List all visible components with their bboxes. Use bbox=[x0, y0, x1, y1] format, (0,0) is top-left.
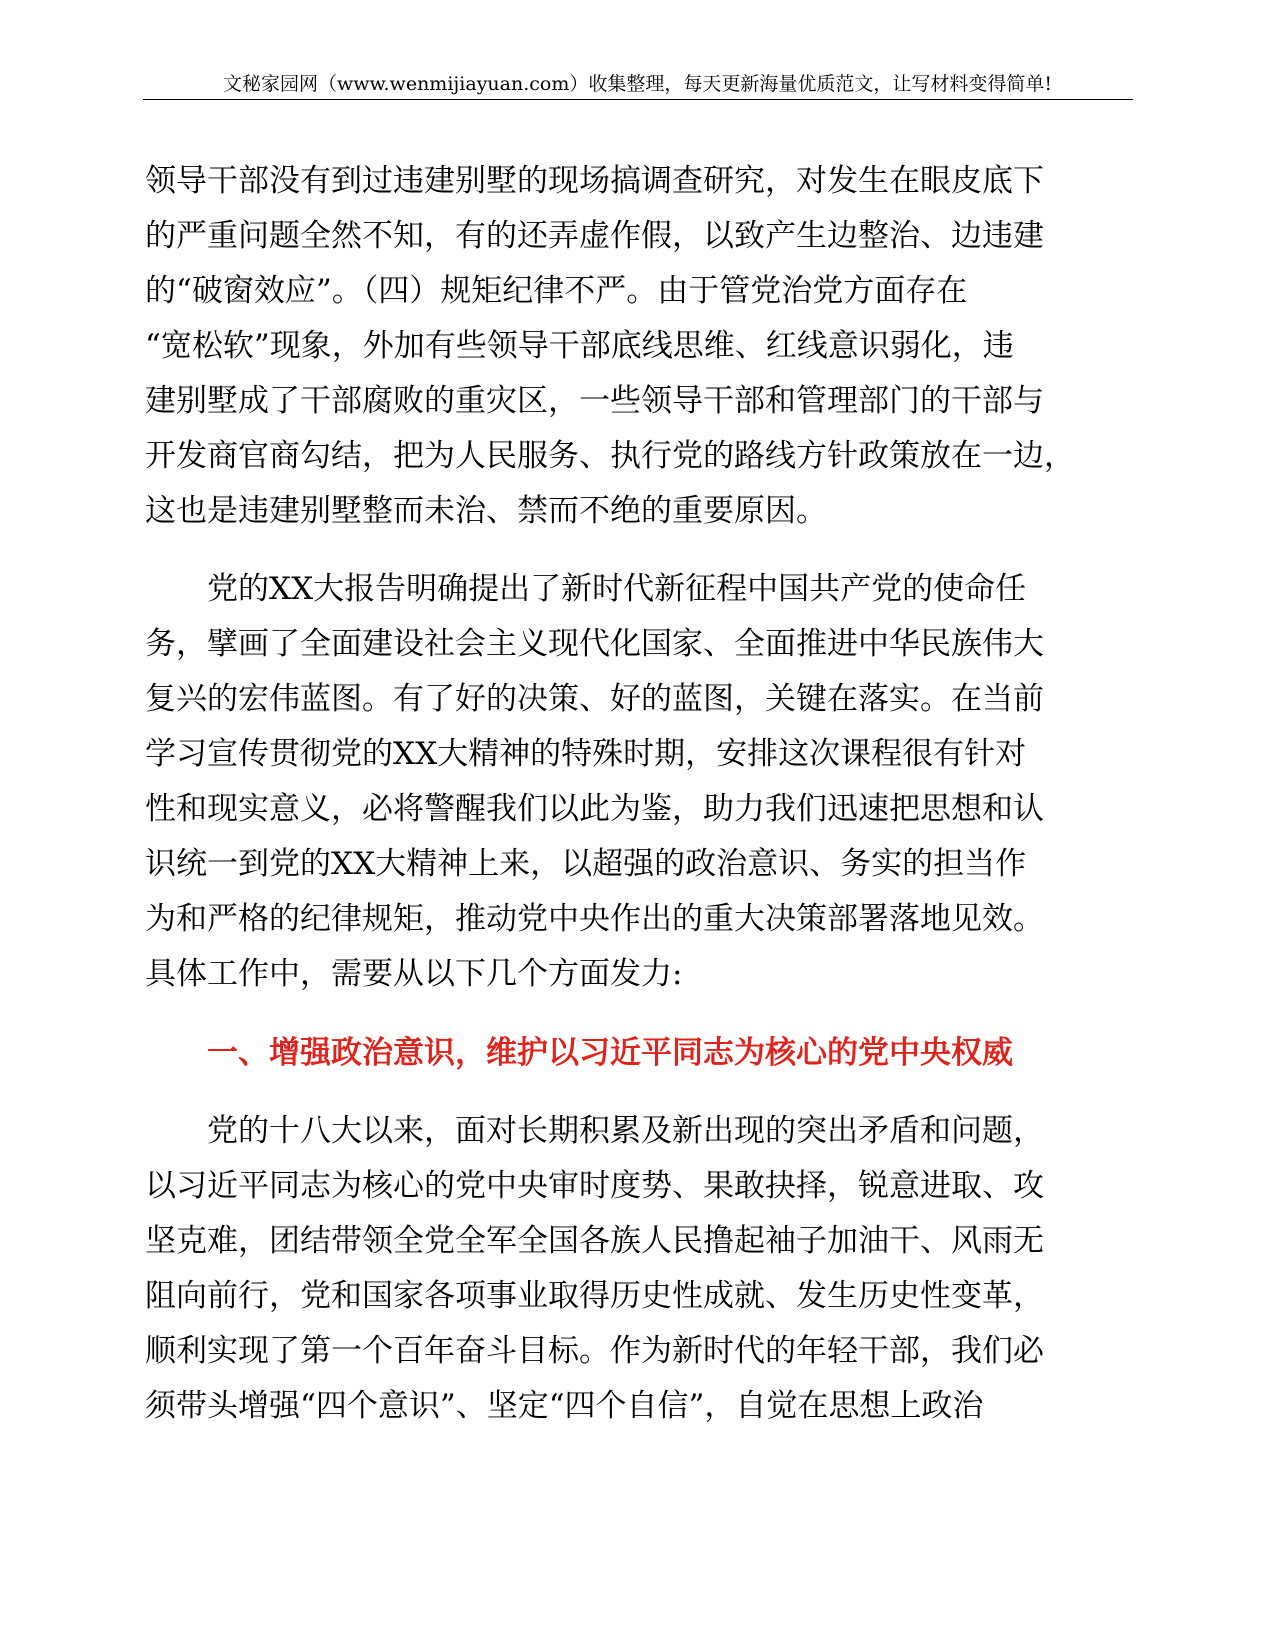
paragraph-line: 以习近平同志为核心的党中央审时度势、果敢抉择，锐意进取、攻 bbox=[145, 1168, 1044, 1204]
paragraph-line: 的严重问题全然不知，有的还弄虚作假，以致产生边整治、边违建 bbox=[145, 218, 1044, 254]
paragraph-line: 的“破窗效应”。（四）规矩纪律不严。由于管党治党方面存在 bbox=[145, 273, 968, 309]
paragraph-line: 建别墅成了干部腐败的重灾区，一些领导干部和管理部门的干部与 bbox=[145, 383, 1044, 419]
paragraph-3 bbox=[145, 1104, 1135, 1434]
paragraph-line: 领导干部没有到过违建别墅的现场搞调查研究，对发生在眼皮底下 bbox=[145, 163, 1044, 199]
page-header: 文秘家园网（www.wenmijiayuan.com）收集整理，每天更新海量优质范文，让写材料变得简单! bbox=[222, 73, 1053, 95]
paragraph-line: 党的XX大报告明确提出了新时代新征程中国共产党的使命任 bbox=[207, 571, 1027, 607]
header-divider bbox=[143, 99, 1133, 100]
paragraph-line: 性和现实意义，必将警醒我们以此为鉴，助力我们迅速把思想和认 bbox=[145, 791, 1044, 827]
paragraph-line: “宽松软”现象，外加有些领导干部底线思维、红线意识弱化，违 bbox=[145, 328, 1014, 364]
paragraph-line: 具体工作中，需要从以下几个方面发力: bbox=[145, 956, 683, 992]
paragraph-line: 顺利实现了第一个百年奋斗目标。作为新时代的年轻干部，我们必 bbox=[145, 1333, 1044, 1369]
section-heading bbox=[145, 1026, 1135, 1081]
paragraph-line: 党的十八大以来，面对长期积累及新出现的突出矛盾和问题， bbox=[207, 1113, 1044, 1149]
paragraph-2 bbox=[145, 562, 1135, 1002]
paragraph-line: 须带头增强“四个意识”、坚定“四个自信”，自觉在思想上政治 bbox=[145, 1388, 984, 1424]
paragraph-line: 坚克难，团结带领全党全军全国各族人民撸起袖子加油干、风雨无 bbox=[145, 1223, 1044, 1259]
paragraph-line: 阻向前行，党和国家各项事业取得历史性成就、发生历史性变革， bbox=[145, 1278, 1044, 1314]
paragraph-line: 为和严格的纪律规矩，推动党中央作出的重大决策部署落地见效。 bbox=[145, 901, 1044, 937]
paragraph-line: 开发商官商勾结，把为人民服务、执行党的路线方针政策放在一边， bbox=[145, 438, 1075, 474]
paragraph-line: 复兴的宏伟蓝图。有了好的决策、好的蓝图，关键在落实。在当前 bbox=[145, 681, 1044, 717]
paragraph-line: 这也是违建别墅整而未治、禁而不绝的重要原因。 bbox=[145, 493, 827, 529]
paragraph-line: 务，擘画了全面建设社会主义现代化国家、全面推进中华民族伟大 bbox=[145, 626, 1044, 662]
paragraph-line: 识统一到党的XX大精神上来，以超强的政治意识、务实的担当作 bbox=[145, 846, 1027, 882]
section-heading-text: 一、增强政治意识，维护以习近平同志为核心的党中央权威 bbox=[207, 1035, 1013, 1071]
paragraph-line: 学习宣传贯彻党的XX大精神的特殊时期，安排这次课程很有针对 bbox=[145, 736, 1027, 772]
paragraph-1 bbox=[145, 154, 1135, 539]
